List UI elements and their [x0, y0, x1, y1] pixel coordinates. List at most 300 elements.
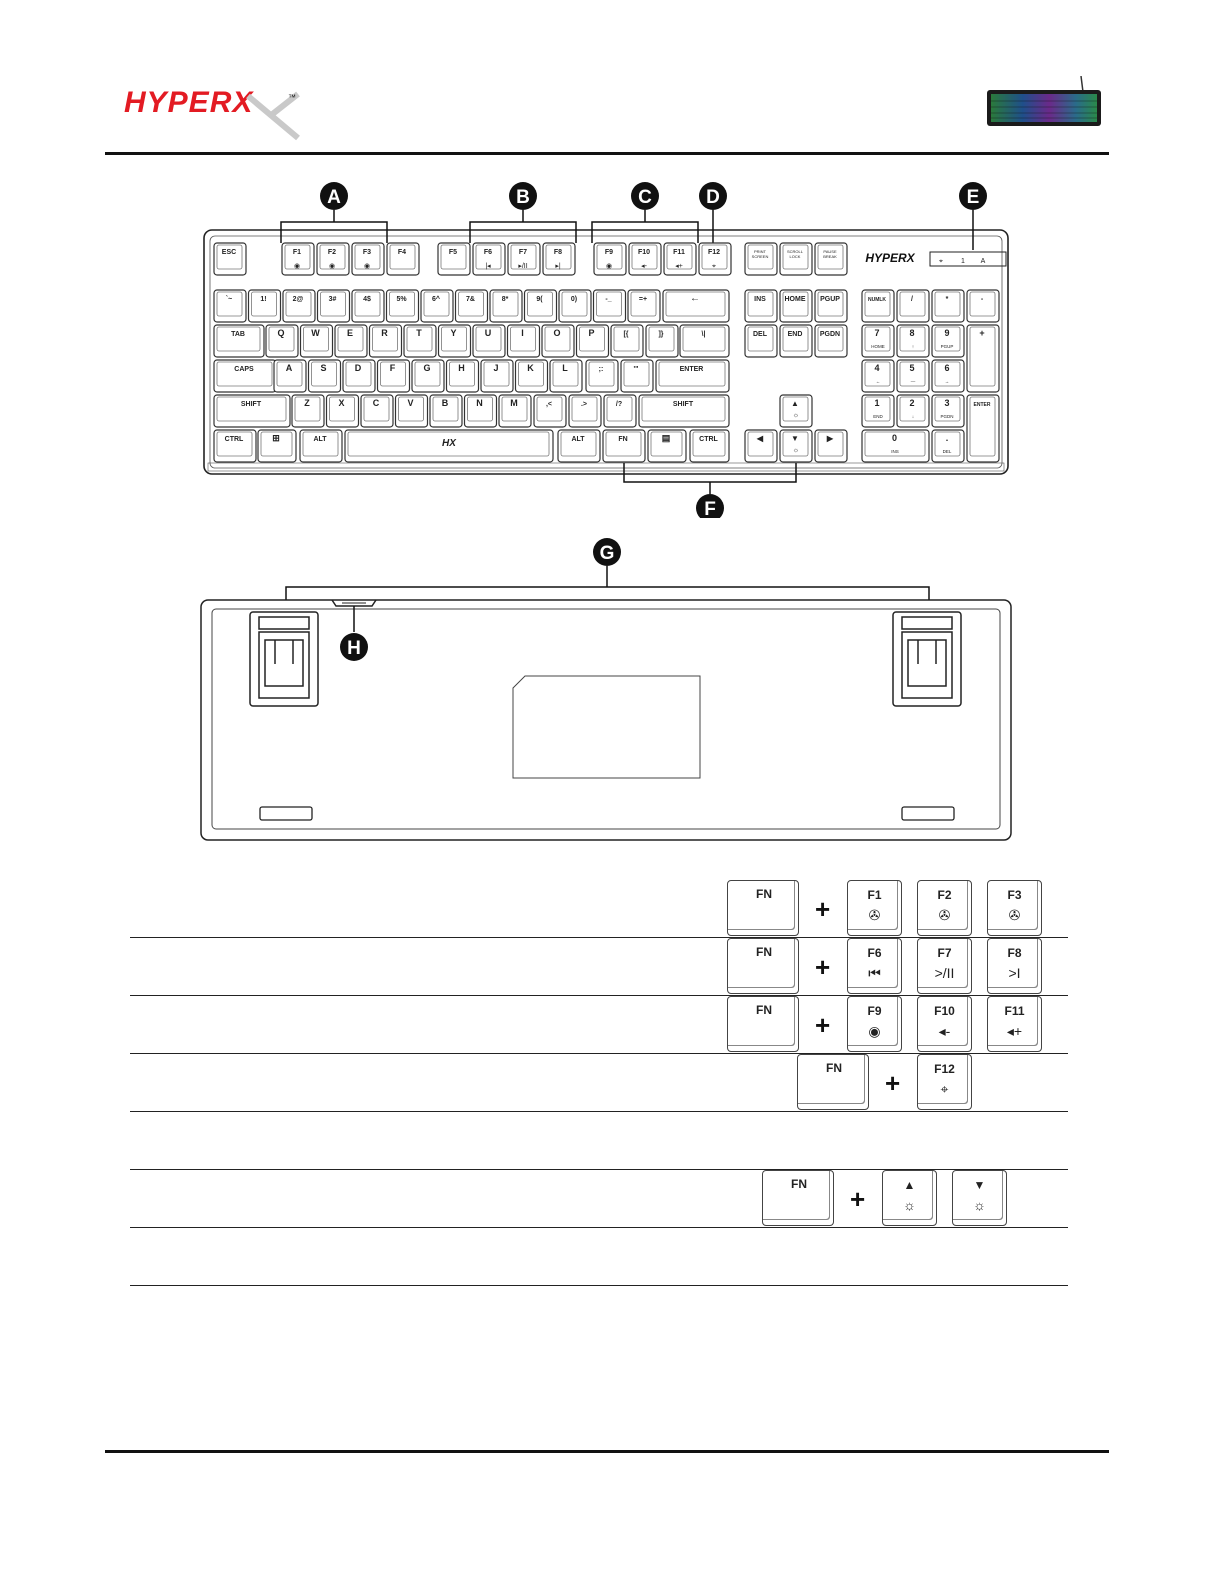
key-num-enter: [967, 395, 999, 462]
plus-sign: +: [815, 1010, 831, 1040]
svg-text:◉: ◉: [293, 263, 301, 270]
fn-key: [762, 1170, 834, 1226]
key-tab: [214, 325, 264, 357]
svg-text:J: J: [493, 363, 499, 373]
key-num0: [862, 430, 929, 462]
key-num-multiply: [932, 290, 964, 322]
key-g: [412, 360, 444, 392]
hyperx-logo: [120, 76, 310, 146]
svg-text:↓: ↓: [911, 414, 915, 419]
key-num-10: [559, 290, 591, 322]
shortcut-key-label: F10: [934, 1004, 955, 1018]
key-num9: [932, 325, 964, 357]
key-num-7: [456, 290, 488, 322]
svg-text:F12: F12: [707, 249, 721, 256]
svg-text:☼: ☼: [792, 412, 800, 419]
shortcut-key: [917, 996, 972, 1052]
key-t: [404, 325, 436, 357]
svg-text:SHIFT: SHIFT: [240, 401, 262, 408]
shortcut-key: [847, 996, 902, 1052]
key-num-8: [490, 290, 522, 322]
svg-text:◀: ◀: [756, 434, 764, 443]
key-x: [327, 395, 359, 427]
shortcut-key-label: F9: [867, 1004, 882, 1018]
svg-text:LOCK: LOCK: [789, 254, 801, 259]
fn-key: [727, 880, 799, 936]
key-w: [301, 325, 333, 357]
key-j: [481, 360, 513, 392]
key-num-plus: [967, 325, 999, 392]
key-c: [361, 395, 393, 427]
key-down: [780, 430, 812, 462]
svg-text:O: O: [553, 328, 561, 338]
svg-text:NUMLK: NUMLK: [867, 297, 887, 303]
plus-sign: +: [815, 894, 831, 924]
key-numlock: [862, 290, 894, 322]
key-pgup: [815, 290, 847, 322]
svg-text:5: 5: [909, 363, 915, 373]
svg-text:,<: ,<: [545, 401, 553, 408]
svg-text:2: 2: [909, 398, 915, 408]
key-comma: [534, 395, 566, 427]
key-a: [274, 360, 306, 392]
svg-text:6^: 6^: [432, 296, 440, 303]
key-num-4: [352, 290, 384, 322]
key-f: [378, 360, 410, 392]
key-n: [465, 395, 497, 427]
trademark: ™: [288, 93, 296, 102]
key-num-2: [283, 290, 315, 322]
svg-text:→: →: [944, 379, 950, 384]
plus-sign: +: [815, 952, 831, 982]
lighting-mode-1-icon: ✇: [868, 907, 881, 923]
key-backslash: [680, 325, 729, 357]
key-num-3: [318, 290, 350, 322]
svg-text:`~: `~: [225, 296, 233, 303]
key-f11: [664, 243, 696, 275]
svg-text:◉: ◉: [328, 263, 336, 270]
key-num-0: [214, 290, 246, 322]
svg-text:7: 7: [874, 328, 880, 338]
svg-text:▶: ▶: [826, 434, 834, 443]
shortcut-key: [882, 1170, 937, 1226]
svg-text:HX: HX: [442, 438, 456, 449]
key-num5: [897, 360, 929, 392]
svg-text:⊞: ⊞: [272, 433, 280, 443]
shortcut-row: [130, 1228, 1068, 1286]
key-u: [473, 325, 505, 357]
svg-text:1: 1: [961, 258, 965, 265]
svg-text:P: P: [588, 328, 595, 338]
svg-text:FN: FN: [618, 436, 628, 443]
svg-text:DEL: DEL: [753, 331, 767, 338]
shortcut-key-label: F3: [1007, 888, 1022, 902]
svg-text:/?: /?: [615, 401, 623, 408]
key-num1: [862, 395, 894, 427]
svg-text:K: K: [527, 363, 534, 373]
shortcut-key: [917, 880, 972, 936]
key-num-minus: [967, 290, 999, 322]
key-z: [292, 395, 324, 427]
svg-text:↑: ↑: [911, 344, 915, 349]
svg-text:4: 4: [874, 363, 880, 373]
svg-text:▸|: ▸|: [555, 263, 561, 270]
key-num7: [862, 325, 894, 357]
key-num4: [862, 360, 894, 392]
key-menu: [648, 430, 686, 462]
key-f1: [282, 243, 314, 275]
svg-text:T: T: [416, 328, 422, 338]
key-left: [745, 430, 777, 462]
key-f12: [699, 243, 731, 275]
svg-text:E: E: [346, 328, 354, 338]
key-backspace: [663, 290, 729, 322]
key-num-9: [525, 290, 557, 322]
shortcut-key: [987, 938, 1042, 994]
svg-text:/: /: [911, 296, 913, 303]
svg-text:PGDN: PGDN: [819, 331, 841, 338]
key-lshift: [214, 395, 290, 427]
key-caps: [214, 360, 276, 392]
svg-text:F3: F3: [362, 249, 372, 256]
svg-text:▲: ▲: [791, 399, 799, 408]
svg-text:A: A: [285, 363, 293, 373]
key-num6: [932, 360, 964, 392]
svg-text:H: H: [347, 638, 361, 659]
key-l: [550, 360, 582, 392]
svg-text:END: END: [873, 414, 883, 419]
svg-text:☼: ☼: [792, 447, 800, 454]
svg-text:*: *: [945, 296, 949, 303]
key-num3: [932, 395, 964, 427]
svg-text:[{: [{: [623, 331, 629, 338]
svg-text:F: F: [704, 499, 716, 518]
lighting-mode-3-icon: ✇: [1008, 907, 1021, 923]
key-f4: [387, 243, 419, 275]
svg-text:▤: ▤: [661, 433, 671, 443]
svg-text:;:: ;:: [598, 366, 604, 373]
svg-text:8*: 8*: [501, 296, 509, 303]
svg-text:B: B: [441, 398, 449, 408]
svg-text:'": '": [633, 366, 639, 373]
key-rshift: [639, 395, 729, 427]
svg-text:F11: F11: [673, 249, 685, 256]
svg-text:9(: 9(: [536, 296, 543, 303]
key-k: [516, 360, 548, 392]
key-f10: [629, 243, 661, 275]
svg-text:A: A: [980, 258, 986, 265]
svg-text:0: 0: [891, 433, 898, 443]
shortcut-row: [130, 996, 1068, 1054]
previous-track-icon: ⏮: [868, 965, 881, 981]
svg-text:F10: F10: [637, 249, 651, 256]
key-num-divide: [897, 290, 929, 322]
key-s: [309, 360, 341, 392]
svg-text:ALT: ALT: [571, 436, 585, 443]
plus-sign: +: [885, 1068, 901, 1098]
fn-key-label: FN: [756, 887, 772, 901]
svg-text:BREAK: BREAK: [823, 254, 837, 259]
key-f7: [508, 243, 540, 275]
game-mode-icon: ⌖: [940, 1081, 949, 1097]
key-f5: [438, 243, 470, 275]
svg-text:END: END: [787, 331, 803, 338]
svg-text:B: B: [516, 187, 530, 208]
svg-text:=+: =+: [638, 296, 648, 303]
svg-text:F5: F5: [448, 249, 458, 256]
svg-text:I: I: [521, 328, 524, 338]
svg-text:◉: ◉: [363, 263, 371, 270]
key-r: [370, 325, 402, 357]
mute-icon: ◉: [868, 1023, 881, 1039]
svg-text:]}: ]}: [658, 331, 664, 338]
shortcut-key-label: F12: [934, 1062, 955, 1076]
footer-rule: [105, 1450, 1109, 1453]
svg-text:ESC: ESC: [221, 249, 237, 256]
fn-key-label: FN: [756, 945, 772, 959]
plus-sign: +: [850, 1184, 866, 1214]
shortcut-key-label: ▼: [973, 1178, 986, 1192]
key-num-11: [594, 290, 626, 322]
svg-text:3#: 3#: [328, 296, 337, 303]
key-i: [508, 325, 540, 357]
shortcut-row: [130, 938, 1068, 996]
svg-text:⌖: ⌖: [939, 258, 943, 265]
svg-text:TAB: TAB: [231, 331, 245, 338]
shortcut-row: [130, 1170, 1068, 1228]
key-num8: [897, 325, 929, 357]
svg-text:ALT: ALT: [313, 436, 327, 443]
svg-text:C: C: [638, 187, 652, 208]
svg-text:\|: \|: [701, 331, 706, 338]
header-rule: [105, 152, 1109, 155]
shortcut-key: [917, 938, 972, 994]
shortcut-key-label: F8: [1007, 946, 1022, 960]
shortcut-key-label: F1: [867, 888, 882, 902]
key-f2: [317, 243, 349, 275]
key-num-dot: [932, 430, 964, 462]
key-num-1: [249, 290, 281, 322]
key-f8: [543, 243, 575, 275]
svg-text:1: 1: [874, 398, 880, 408]
fn-key: [727, 996, 799, 1052]
svg-text:-: -: [980, 296, 984, 303]
svg-text:C: C: [372, 398, 380, 408]
key-scroll-lock: [780, 243, 812, 275]
shortcut-row: [130, 1054, 1068, 1112]
key-enter: [656, 360, 729, 392]
shortcut-key: [917, 1054, 972, 1110]
svg-text:2@: 2@: [292, 296, 304, 303]
svg-text:PRINT: PRINT: [754, 249, 766, 254]
svg-text:▼: ▼: [791, 434, 799, 443]
svg-text:Z: Z: [304, 398, 310, 408]
svg-text:HYPERX: HYPERX: [865, 251, 915, 265]
key-ralt: [558, 430, 600, 462]
logo-wordmark: HYPERX: [124, 86, 254, 119]
play-pause-icon: >/II: [934, 965, 955, 981]
svg-text:N: N: [476, 398, 483, 408]
svg-text:X: X: [338, 398, 345, 408]
key-v: [396, 395, 428, 427]
fn-key-label: FN: [756, 1003, 772, 1017]
svg-text:9: 9: [944, 328, 950, 338]
key-num-6: [421, 290, 453, 322]
shortcut-row: [130, 880, 1068, 938]
shortcut-key: [987, 996, 1042, 1052]
key-pause-break: [815, 243, 847, 275]
key-esc: [214, 243, 246, 275]
svg-text:D: D: [706, 187, 720, 208]
svg-text:A: A: [327, 187, 341, 208]
key-win: [258, 430, 296, 462]
svg-text:F7: F7: [518, 249, 528, 256]
fn-key-label: FN: [826, 1061, 842, 1075]
svg-text:CTRL: CTRL: [224, 436, 244, 443]
svg-text:E: E: [966, 187, 980, 208]
shortcut-key: [847, 880, 902, 936]
fn-key: [727, 938, 799, 994]
keyboard-top-diagram: [195, 178, 1025, 518]
key-up: [780, 395, 812, 427]
svg-text:G: G: [599, 543, 615, 564]
key-d: [343, 360, 375, 392]
svg-text:W: W: [311, 328, 320, 338]
svg-text:8: 8: [909, 328, 915, 338]
key-print-screen: [745, 243, 777, 275]
key-h: [447, 360, 479, 392]
key-rbracket: [646, 325, 678, 357]
key-rctrl: [690, 430, 729, 462]
svg-text:7&: 7&: [466, 296, 475, 303]
product-thumbnail: [985, 76, 1103, 128]
brightness-up-icon: ☼: [903, 1197, 916, 1213]
svg-text:PGUP: PGUP: [940, 344, 954, 349]
svg-text:U: U: [484, 328, 492, 338]
svg-text:ENTER: ENTER: [679, 366, 704, 373]
svg-text:PGDN: PGDN: [940, 414, 954, 419]
svg-text:ENTER: ENTER: [973, 402, 991, 408]
shortcut-row: [130, 1112, 1068, 1170]
key-right: [815, 430, 847, 462]
svg-text:0): 0): [570, 296, 578, 303]
lighting-mode-2-icon: ✇: [938, 907, 951, 923]
svg-text:Y: Y: [450, 328, 457, 338]
svg-text:INS: INS: [754, 296, 766, 303]
key-b: [430, 395, 462, 427]
svg-text:SCREEN: SCREEN: [751, 254, 769, 259]
key-del: [745, 325, 777, 357]
shortcut-key-label: F11: [1004, 1004, 1025, 1018]
shortcut-key: [987, 880, 1042, 936]
svg-text:HOME: HOME: [784, 296, 806, 303]
svg-text:CAPS: CAPS: [234, 366, 254, 373]
svg-text:.: .: [945, 433, 949, 443]
key-f3: [352, 243, 384, 275]
svg-text:F9: F9: [604, 249, 614, 256]
svg-text:F6: F6: [483, 249, 493, 256]
keyboard-bottom-diagram: [195, 535, 1025, 845]
svg-text:3: 3: [944, 398, 950, 408]
svg-text:+: +: [979, 328, 985, 338]
svg-text:D: D: [354, 363, 362, 373]
svg-text:PGUP: PGUP: [820, 296, 840, 303]
svg-text:←: ←: [690, 293, 700, 304]
key-num-12: [628, 290, 660, 322]
svg-text:H: H: [458, 363, 465, 373]
shortcut-key-label: ▲: [903, 1178, 916, 1192]
fn-key-label: FN: [791, 1177, 807, 1191]
svg-text:←: ←: [875, 379, 881, 384]
key-semicolon: [586, 360, 618, 392]
svg-text:M: M: [510, 398, 518, 408]
shortcut-key-label: F7: [937, 946, 952, 960]
key-lalt: [300, 430, 342, 462]
svg-text:◂-: ◂-: [641, 263, 647, 270]
svg-text:F8: F8: [553, 249, 563, 256]
svg-text:5%: 5%: [396, 296, 407, 303]
svg-text:.>: .>: [580, 401, 588, 408]
key-y: [439, 325, 471, 357]
shortcut-key-label: F2: [937, 888, 952, 902]
key-q: [266, 325, 298, 357]
svg-text:G: G: [423, 363, 431, 373]
key-pgdn: [815, 325, 847, 357]
svg-text:HOME: HOME: [871, 344, 885, 349]
row-divider: [130, 1285, 1068, 1286]
key-num2: [897, 395, 929, 427]
fn-key: [797, 1054, 869, 1110]
svg-text:1!: 1!: [260, 296, 267, 303]
key-e: [335, 325, 367, 357]
svg-text:R: R: [381, 328, 388, 338]
svg-text:L: L: [562, 363, 568, 373]
svg-text:▸/II: ▸/II: [518, 263, 528, 270]
shortcut-key: [847, 938, 902, 994]
key-lbracket: [611, 325, 643, 357]
svg-text:⌖: ⌖: [712, 263, 716, 270]
shortcut-key: [952, 1170, 1007, 1226]
brightness-down-icon: ☼: [973, 1197, 986, 1213]
svg-text:DEL: DEL: [942, 449, 952, 454]
svg-text:-_: -_: [605, 296, 612, 303]
svg-text:SHIFT: SHIFT: [672, 401, 694, 408]
svg-text:F4: F4: [397, 249, 407, 256]
svg-text:CTRL: CTRL: [699, 436, 718, 443]
svg-text:◉: ◉: [605, 263, 613, 270]
key-f6: [473, 243, 505, 275]
key-m: [499, 395, 531, 427]
svg-text:4$: 4$: [363, 296, 371, 303]
shortcut-key-label: F6: [867, 946, 882, 960]
svg-text:INS: INS: [891, 449, 899, 454]
svg-text:Q: Q: [277, 328, 285, 338]
svg-text:6: 6: [944, 363, 950, 373]
key-end: [780, 325, 812, 357]
keyboard-base: [201, 600, 1011, 840]
key-home: [780, 290, 812, 322]
svg-text:F2: F2: [327, 249, 337, 256]
svg-text:F: F: [389, 363, 396, 373]
svg-text:|◂: |◂: [485, 263, 491, 270]
key-ins: [745, 290, 777, 322]
next-track-icon: >I: [1008, 965, 1021, 981]
volume-up-icon: ◂+: [1006, 1023, 1023, 1039]
svg-text:S: S: [320, 363, 327, 373]
key-f9: [594, 243, 626, 275]
key-fn: [603, 430, 645, 462]
svg-text:PAUSE: PAUSE: [823, 249, 837, 254]
